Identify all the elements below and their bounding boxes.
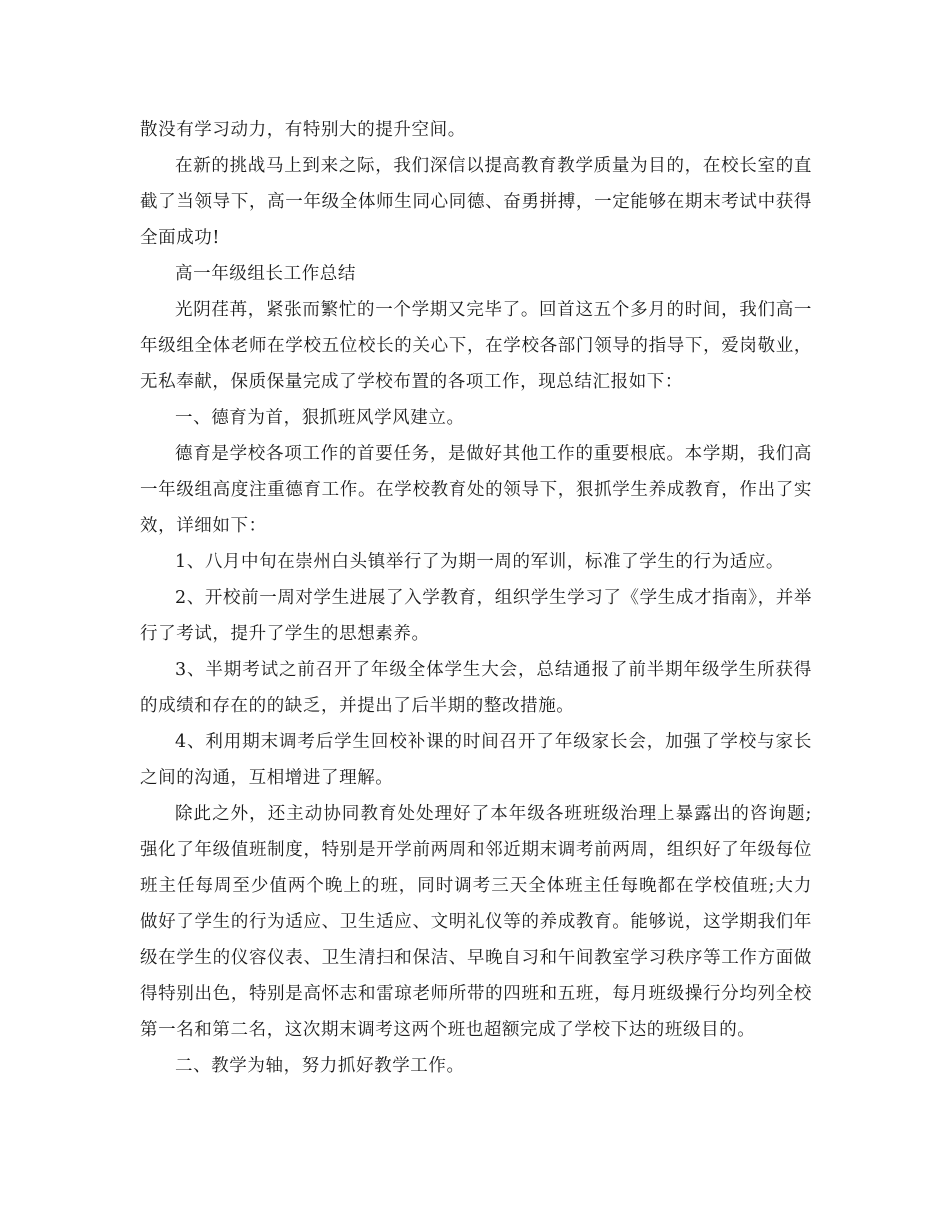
list-item-2: 2、开校前一周对学生进展了入学教育，组织学生学习了《学生成才指南》，并举行了考试，提升了学生的思想素养。 — [140, 588, 812, 644]
list-item-4: 4、利用期末调考后学生回校补课的时间召开了年级家长会，加强了学校与家长之间的沟通，互相增进了理解。 — [140, 732, 812, 788]
section-title: 高一年级组长工作总结 — [175, 264, 356, 284]
heading-teaching: 二、教学为轴，努力抓好教学工作。 — [175, 1056, 465, 1076]
paragraph-outlook: 在新的挑战马上到来之际，我们深信以提高教育教学质量为目的，在校长室的直截了当领导下，高一年级全体师生同心同德、奋勇拼搏，一定能够在期末考试中获得全面成功! — [140, 156, 812, 248]
list-item-1: 1、八月中旬在崇州白头镇举行了为期一周的军训，标准了学生的行为适应。 — [175, 552, 785, 572]
document-body — [140, 112, 812, 1084]
list-item-3: 3、半期考试之前召开了年级全体学生大会，总结通报了前半期年级学生所获得的成绩和存在的的缺乏，并提出了后半期的整改措施。 — [140, 660, 812, 716]
paragraph-intro: 光阴荏苒，紧张而繁忙的一个学期又完毕了。回首这五个多月的时间，我们高一年级组全体老师在学校五位校长的关心下，在学校各部门领导的指导下，爱岗敬业，无私奉献，保质保量完成了学校布置的各项工作，现总结汇报如下： — [140, 300, 812, 392]
paragraph-additional-work: 除此之外，还主动协同教育处处理好了本年级各班班级治理上暴露出的咨询题;强化了年级值班制度，特别是开学前两周和邻近期末调考前两周，组织好了年级每位班主任每周至少值两个晚上的班，同时调考三天全体班主任每晚都在学校值班;大力做好了学生的行为适应、卫生适应、文明礼仪等的养成教育。能够说，这学期我们年级在学生的仪容仪表、卫生清扫和保洁、早晚自习和午间教室学习秩序等工作方面做得特别出色，特别是高怀志和雷琼老师所带的四班和五班，每月班级操行分均列全校第一名和第二名，这次期末调考这两个班也超额完成了学校下达的班级目的。 — [140, 804, 812, 1040]
paragraph-moral-education: 德育是学校各项工作的首要任务，是做好其他工作的重要根底。本学期，我们高一年级组高度注重德育工作。在学校教育处的领导下，狠抓学生养成教育，作出了实效，详细如下： — [140, 444, 812, 536]
paragraph-continuation: 散没有学习动力，有特别大的提升空间。 — [140, 120, 466, 140]
heading-moral-education: 一、德育为首，狠抓班风学风建立。 — [175, 408, 465, 428]
